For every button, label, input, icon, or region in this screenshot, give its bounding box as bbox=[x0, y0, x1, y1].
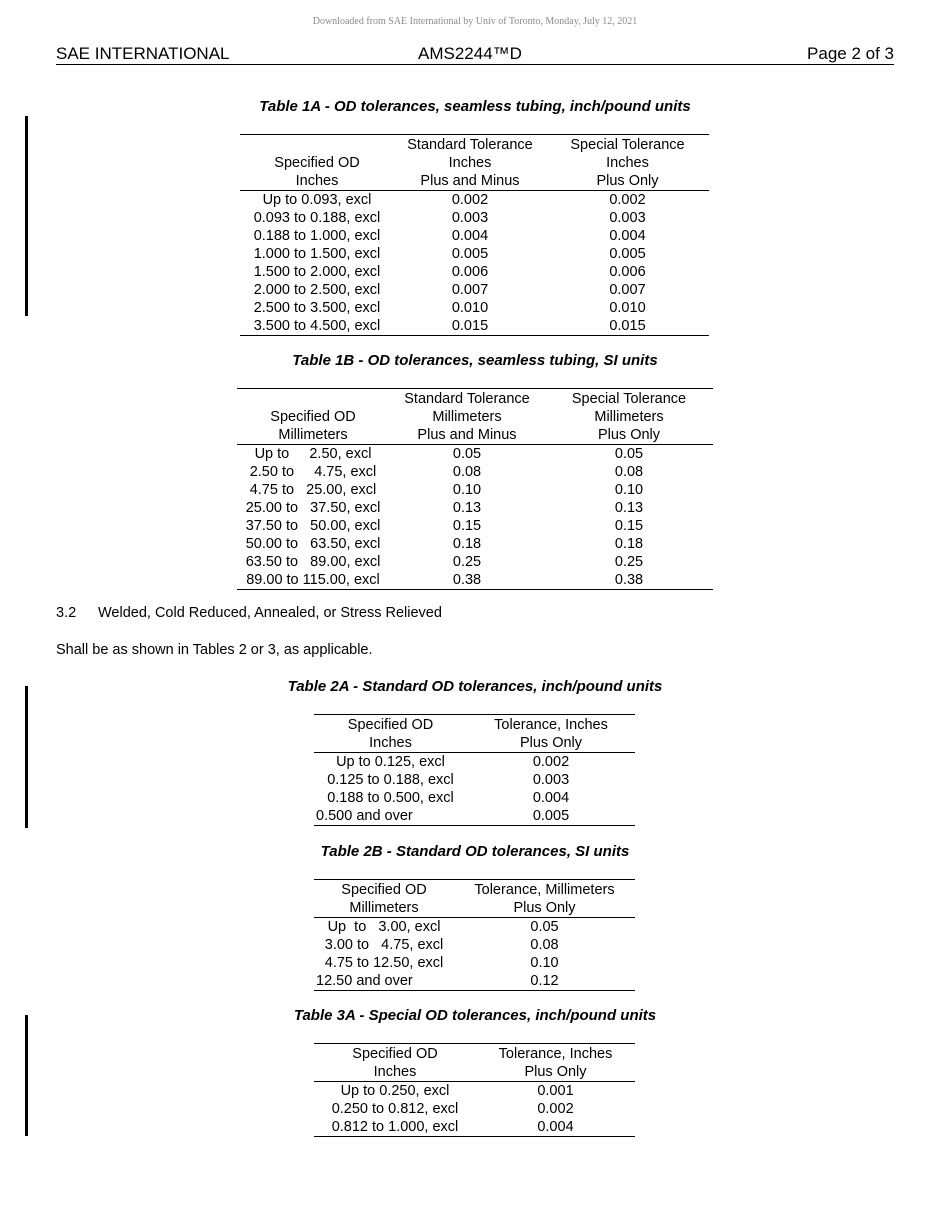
table-row bbox=[240, 245, 709, 263]
od-range: 4.75 to 25.00, excl bbox=[249, 482, 377, 498]
tolerance: 0.12 bbox=[454, 972, 635, 991]
standard-tolerance: 0.007 bbox=[451, 282, 489, 298]
standard-tolerance: 0.38 bbox=[389, 571, 545, 590]
standard-tolerance: 0.05 bbox=[452, 446, 482, 462]
special-tolerance: 0.38 bbox=[545, 571, 713, 590]
table-row bbox=[237, 499, 713, 517]
special-tolerance: 0.13 bbox=[614, 500, 644, 516]
section-number: 3.2 bbox=[56, 605, 77, 621]
table-row bbox=[240, 281, 709, 299]
standard-tolerance: 0.003 bbox=[451, 210, 489, 226]
header-cell bbox=[237, 389, 389, 409]
header-cell bbox=[240, 135, 394, 155]
table-row bbox=[237, 571, 713, 590]
standard-tolerance: 0.010 bbox=[451, 300, 489, 316]
table-row bbox=[240, 263, 709, 281]
special-tolerance: 0.18 bbox=[614, 536, 644, 552]
table-row bbox=[314, 954, 635, 972]
header-doc-number: AMS2244™D bbox=[418, 44, 522, 63]
header-cell: Millimeters bbox=[237, 426, 389, 445]
special-tolerance: 0.015 bbox=[546, 317, 709, 336]
special-tolerance: 0.002 bbox=[609, 192, 646, 208]
header-cell: Inches bbox=[240, 172, 394, 191]
table-row bbox=[237, 463, 713, 481]
od-range: 0.500 and over bbox=[314, 807, 467, 826]
special-tolerance: 0.006 bbox=[609, 264, 646, 280]
special-tolerance: 0.08 bbox=[614, 464, 644, 480]
header-cell: Tolerance, Millimeters bbox=[454, 880, 635, 900]
od-range: 1.500 to 2.000, excl bbox=[253, 264, 381, 280]
od-range: 2.500 to 3.500, excl bbox=[253, 300, 381, 316]
table-2a bbox=[314, 714, 635, 826]
special-tolerance: 0.007 bbox=[609, 282, 646, 298]
header-cell: Tolerance, Inches bbox=[476, 1044, 635, 1064]
tolerance: 0.08 bbox=[530, 937, 559, 953]
standard-tolerance: 0.004 bbox=[451, 228, 489, 244]
header-cell: Specified OD bbox=[314, 880, 454, 900]
download-note: Downloaded from SAE International by Univ of Toronto, Monday, July 12, 2021 bbox=[312, 16, 638, 27]
table-row bbox=[240, 191, 709, 210]
header-cell: Standard Tolerance bbox=[389, 389, 545, 409]
standard-tolerance: 0.18 bbox=[452, 536, 482, 552]
header-cell: Inches bbox=[606, 155, 649, 171]
table-row bbox=[314, 936, 635, 954]
standard-tolerance: 0.006 bbox=[451, 264, 489, 280]
od-range: 0.812 to 1.000, excl bbox=[314, 1118, 476, 1137]
table-row bbox=[237, 535, 713, 553]
page-header bbox=[56, 44, 894, 65]
standard-tolerance: 0.25 bbox=[452, 554, 482, 570]
standard-tolerance: 0.002 bbox=[451, 192, 489, 208]
standard-tolerance: 0.13 bbox=[452, 500, 482, 516]
od-range: Up to 0.093, excl bbox=[262, 192, 372, 208]
table-row bbox=[237, 445, 713, 464]
section-heading bbox=[56, 605, 442, 621]
table-1a-title: Table 1A - OD tolerances, seamless tubing, inch/pound units bbox=[259, 98, 691, 115]
header-cell: Special Tolerance bbox=[546, 135, 709, 155]
section-title: Welded, Cold Reduced, Annealed, or Stress Relieved bbox=[98, 605, 442, 621]
table-row bbox=[314, 753, 635, 772]
table-row bbox=[240, 227, 709, 245]
special-tolerance: 0.25 bbox=[614, 554, 644, 570]
table-row bbox=[314, 807, 635, 826]
header-cell: Plus Only bbox=[545, 426, 713, 445]
table-row bbox=[240, 209, 709, 227]
table-row bbox=[314, 918, 635, 937]
special-tolerance: 0.05 bbox=[614, 446, 644, 462]
table-1a bbox=[240, 134, 709, 336]
header-cell: Millimeters bbox=[314, 899, 454, 918]
od-range: Up to 0.125, excl bbox=[336, 754, 445, 770]
table-row bbox=[240, 317, 709, 336]
header-cell: Inches bbox=[314, 734, 467, 753]
special-tolerance: 0.10 bbox=[614, 482, 644, 498]
od-range: 4.75 to 12.50, excl bbox=[324, 955, 444, 971]
od-range: 0.093 to 0.188, excl bbox=[253, 210, 381, 226]
od-range: 37.50 to 50.00, excl bbox=[245, 518, 381, 534]
change-bar bbox=[25, 1015, 28, 1136]
table-1b bbox=[237, 388, 713, 590]
od-range: 0.250 to 0.812, excl bbox=[331, 1101, 459, 1117]
od-range: 12.50 and over bbox=[314, 972, 454, 991]
od-range: 2.50 to 4.75, excl bbox=[249, 464, 377, 480]
tolerance: 0.004 bbox=[476, 1118, 635, 1137]
od-range: Up to 2.50, excl bbox=[254, 446, 372, 462]
table-row bbox=[314, 1118, 635, 1137]
od-range: 50.00 to 63.50, excl bbox=[245, 536, 381, 552]
tolerance: 0.002 bbox=[532, 754, 570, 770]
header-page-number: Page 2 of 3 bbox=[807, 44, 894, 63]
table-1b-title: Table 1B - OD tolerances, seamless tubing, SI units bbox=[292, 352, 658, 369]
special-tolerance: 0.15 bbox=[614, 518, 644, 534]
tolerance: 0.002 bbox=[537, 1101, 574, 1117]
table-row bbox=[237, 481, 713, 499]
header-cell: Plus Only bbox=[476, 1063, 635, 1082]
od-range: 0.125 to 0.188, excl bbox=[327, 772, 454, 788]
header-cell: Millimeters bbox=[594, 409, 664, 425]
table-3a bbox=[314, 1043, 635, 1137]
od-range: 0.188 to 1.000, excl bbox=[253, 228, 381, 244]
header-cell: Plus and Minus bbox=[389, 426, 545, 445]
tolerance: 0.003 bbox=[532, 772, 570, 788]
standard-tolerance: 0.015 bbox=[394, 317, 546, 336]
od-range: 63.50 to 89.00, excl bbox=[245, 554, 381, 570]
table-row bbox=[314, 1082, 635, 1101]
header-cell: Plus Only bbox=[467, 734, 635, 753]
table-2a-title: Table 2A - Standard OD tolerances, inch/pound units bbox=[287, 678, 663, 695]
standard-tolerance: 0.08 bbox=[452, 464, 482, 480]
header-cell: Specified OD bbox=[314, 715, 467, 735]
od-range: 89.00 to 115.00, excl bbox=[237, 571, 389, 590]
table-2b-title: Table 2B - Standard OD tolerances, SI units bbox=[320, 843, 630, 860]
header-cell: Plus Only bbox=[546, 172, 709, 191]
od-range: Up to 3.00, excl bbox=[327, 919, 441, 935]
header-cell: Special Tolerance bbox=[545, 389, 713, 409]
header-org: SAE INTERNATIONAL bbox=[56, 44, 230, 63]
header-cell: Standard Tolerance bbox=[394, 135, 546, 155]
header-cell: Plus Only bbox=[454, 899, 635, 918]
header-cell: Inches bbox=[448, 155, 492, 171]
od-range: 2.000 to 2.500, excl bbox=[253, 282, 381, 298]
special-tolerance: 0.003 bbox=[609, 210, 646, 226]
header-cell: Specified OD bbox=[314, 1044, 476, 1064]
tolerance: 0.05 bbox=[530, 919, 559, 935]
standard-tolerance: 0.10 bbox=[452, 482, 482, 498]
tolerance: 0.001 bbox=[537, 1083, 574, 1099]
change-bar bbox=[25, 116, 28, 316]
table-row bbox=[240, 299, 709, 317]
special-tolerance: 0.010 bbox=[609, 300, 646, 316]
table-row bbox=[314, 1100, 635, 1118]
header-cell: Millimeters bbox=[432, 409, 502, 425]
od-range: 3.500 to 4.500, excl bbox=[240, 317, 394, 336]
table-row bbox=[237, 553, 713, 571]
table-row bbox=[237, 517, 713, 535]
tolerance: 0.004 bbox=[532, 790, 570, 806]
table-row bbox=[314, 972, 635, 991]
tolerance: 0.005 bbox=[467, 807, 635, 826]
special-tolerance: 0.004 bbox=[609, 228, 646, 244]
header-cell: Tolerance, Inches bbox=[467, 715, 635, 735]
header-cell: Inches bbox=[314, 1063, 476, 1082]
od-range: 0.188 to 0.500, excl bbox=[327, 790, 454, 806]
standard-tolerance: 0.005 bbox=[451, 246, 489, 262]
table-3a-title: Table 3A - Special OD tolerances, inch/pound units bbox=[293, 1007, 657, 1024]
table-row bbox=[314, 789, 635, 807]
section-text: Shall be as shown in Tables 2 or 3, as applicable. bbox=[56, 642, 373, 658]
header-cell: Specified OD bbox=[270, 409, 356, 425]
od-range: Up to 0.250, excl bbox=[340, 1083, 450, 1099]
od-range: 1.000 to 1.500, excl bbox=[253, 246, 381, 262]
od-range: 3.00 to 4.75, excl bbox=[324, 937, 444, 953]
special-tolerance: 0.005 bbox=[609, 246, 646, 262]
header-cell: Plus and Minus bbox=[394, 172, 546, 191]
header-cell: Specified OD bbox=[274, 155, 360, 171]
standard-tolerance: 0.15 bbox=[452, 518, 482, 534]
tolerance: 0.10 bbox=[530, 955, 559, 971]
table-2b bbox=[314, 879, 635, 991]
change-bar bbox=[25, 686, 28, 828]
table-row bbox=[314, 771, 635, 789]
od-range: 25.00 to 37.50, excl bbox=[245, 500, 381, 516]
